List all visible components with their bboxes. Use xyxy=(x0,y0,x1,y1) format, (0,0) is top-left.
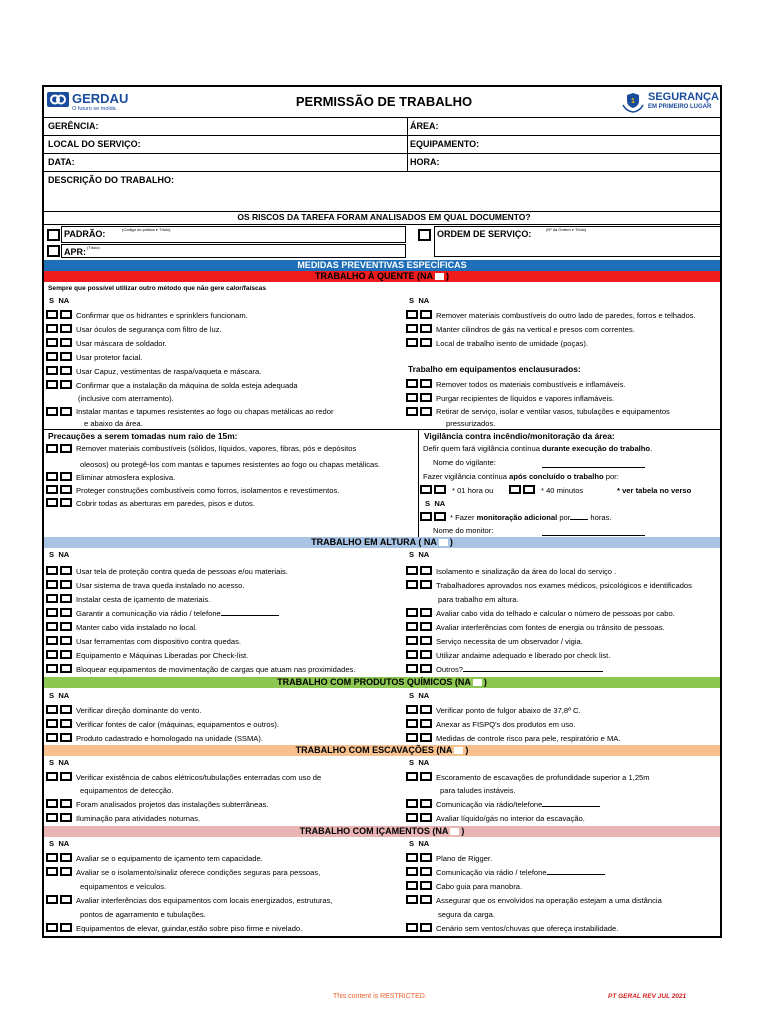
checkbox-pair[interactable] xyxy=(406,799,435,809)
safety-badge xyxy=(620,89,720,115)
altura-right-item xyxy=(436,665,603,674)
quente-left-item: Usar protetor facial. xyxy=(76,353,143,362)
sna-qm-right xyxy=(409,691,429,700)
precaucoes-item: Eliminar atmosfera explosiva. xyxy=(76,473,176,482)
altura-right-item: Isolamento e sinalização da área do local do serviço . xyxy=(436,567,617,576)
quente-left-item: Instalar mantas e tapumes resistentes ao fogo ou chapas metálicas ao redor xyxy=(76,407,334,416)
checkbox-pair[interactable] xyxy=(46,380,75,390)
checkbox-pair[interactable] xyxy=(406,664,435,674)
checkbox-pair[interactable] xyxy=(46,338,75,348)
icamentos-left-item: pontos de agarramento e tubulações. xyxy=(80,910,206,919)
opt-40-min: * 40 minutos xyxy=(541,486,584,495)
vig1-b: durante execução do trabalho xyxy=(542,444,651,453)
altura-outros-text: Outros? xyxy=(436,665,464,674)
apr-checkbox[interactable] xyxy=(47,245,60,257)
altura-left-item: Instalar cesta de içamento de materiais. xyxy=(76,595,211,604)
escavacoes-right-item: para taludes instáveis. xyxy=(440,786,516,795)
band-quimicos-text: TRABALHO COM PRODUTOS QUÍMICOS (NA xyxy=(277,677,471,687)
form-title: PERMISSÃO DE TRABALHO xyxy=(295,94,473,109)
enclausurados-item: Remover todos os materiais combustíveis e inflamáveis. xyxy=(436,380,626,389)
hora-label: HORA: xyxy=(410,157,440,167)
icamentos-radio-text: Comunicação via rádio / telefone xyxy=(436,868,547,877)
checkbox-pair[interactable] xyxy=(420,512,449,522)
checkbox-pair[interactable] xyxy=(46,622,75,632)
sna-na: NA xyxy=(58,691,70,700)
checkbox-pair[interactable] xyxy=(46,650,75,660)
quimicos-right-item: Medidas de controle risco para pele, respiratório e MA. xyxy=(436,734,621,743)
checkbox-pair[interactable] xyxy=(406,310,435,320)
equipamento-label: EQUIPAMENTO: xyxy=(410,139,480,149)
quente-left-item: Confirmar que a instalação da máquina de solda esteja adequada xyxy=(76,381,298,390)
sna-e-right xyxy=(409,758,429,767)
quente-left-item: Confirmar que os hidrantes e sprinklers funcionam. xyxy=(76,311,248,320)
checkbox-pair[interactable] xyxy=(46,472,75,482)
checkbox-pair[interactable] xyxy=(406,580,435,590)
band-icamentos xyxy=(44,826,720,837)
checkbox-pair[interactable] xyxy=(46,813,75,823)
band-icamentos-na-box[interactable] xyxy=(450,828,459,835)
checkbox-pair[interactable] xyxy=(46,407,75,417)
vig1-a: Defir quem fará vigilância contínua xyxy=(423,444,543,453)
checkbox-pair[interactable] xyxy=(46,895,75,905)
apr-label: APR: xyxy=(64,247,86,257)
precaucoes-item: oleosos) ou protegê-los com mantas e tapumes resistentes ao fogo ou chapas metálicas. xyxy=(80,460,381,469)
icamentos-right-item xyxy=(436,868,605,877)
quente-right-item: Local de trabalho isento de umidade (poças). xyxy=(436,339,588,348)
shield-icon xyxy=(620,91,646,113)
nome-vigilante-line[interactable] xyxy=(542,467,645,468)
band-altura xyxy=(44,537,720,548)
altura-left-item xyxy=(76,609,279,618)
altura-right-item: para trabalho em altura. xyxy=(438,595,519,604)
icamentos-radio-line[interactable] xyxy=(547,874,605,875)
precaucoes-item: Cobrir todas as aberturas em paredes, pisos e dutos. xyxy=(76,499,255,508)
adic-d: horas. xyxy=(588,513,612,522)
precaucoes-item: Proteger construções combustíveis como forros, isolamentos e revestimentos. xyxy=(76,486,340,495)
band-altura-na-box[interactable] xyxy=(439,539,448,546)
band-quente xyxy=(44,271,720,282)
quente-right-item: Manter cilindros de gás na vertical e presos com correntes. xyxy=(436,325,635,334)
checkbox-pair[interactable] xyxy=(46,580,75,590)
sna-s: S xyxy=(409,550,415,559)
band-escavacoes-text: TRABALHO COM ESCAVAÇÕES (NA xyxy=(295,745,453,755)
checkbox-pair[interactable] xyxy=(46,485,75,495)
checkbox-pair[interactable] xyxy=(46,853,75,863)
icamentos-right-item: Assegurar que os envolvidos na operação estejam a uma distância xyxy=(436,896,662,905)
permit-form xyxy=(42,85,722,938)
band-close: ) xyxy=(465,745,469,755)
altura-radio-line[interactable] xyxy=(221,615,279,616)
altura-left-item: Usar tela de proteção contra queda de pessoas e/ou materiais. xyxy=(76,567,288,576)
ordem-checkbox[interactable] xyxy=(418,229,431,241)
sna-na: NA xyxy=(418,839,430,848)
badge-line1: SEGURANÇA xyxy=(648,91,719,103)
sna-na: NA xyxy=(418,550,430,559)
enclausurados-item: Purgar recipientes de líquidos e vapores inflamáveis. xyxy=(436,394,615,403)
quente-intro: Sempre que possível utilizar outro método que não gere calor/faíscas xyxy=(48,285,267,292)
vig1-c: . xyxy=(650,444,653,453)
checkbox-pair[interactable] xyxy=(406,338,435,348)
checkbox-pair[interactable] xyxy=(406,895,435,905)
checkbox-pair[interactable] xyxy=(46,594,75,604)
checkbox-pair[interactable] xyxy=(46,733,75,743)
altura-right-item: Trabalhadores aprovados nos exames médicos, psicológicos e identificados xyxy=(436,581,692,590)
quimicos-right-item: Verificar ponto de fulgor abaixo de 37,8º C. xyxy=(436,706,581,715)
altura-left-item: Equipamento e Máquinas Liberadas por Check-list. xyxy=(76,651,249,660)
altura-left-item: Usar ferramentas com dispositivo contra quedas. xyxy=(76,637,242,646)
nome-vigilante-text: Nome do vigilante: xyxy=(433,458,496,467)
sna-s: S xyxy=(409,758,415,767)
apr-hint: (Título) xyxy=(87,245,100,250)
monitoracao-adicional xyxy=(450,513,612,522)
checkbox-pair[interactable] xyxy=(406,650,435,660)
padrao-label: PADRÃO: xyxy=(64,229,106,239)
sna-s: S xyxy=(49,296,55,305)
band-close: ) xyxy=(461,826,465,836)
altura-left-item: Manter cabo vida instalado no local. xyxy=(76,623,198,632)
ordem-hint: (Nº da Ordem e Título) xyxy=(546,227,587,232)
quente-left-item: Usar óculos de segurança com filtro de luz. xyxy=(76,325,222,334)
altura-outros-line[interactable] xyxy=(463,671,603,672)
descricao-label: DESCRIÇÃO DO TRABALHO: xyxy=(48,175,174,185)
icamentos-left-item: Avaliar se o isolamento/sinaliz oferece condições seguras para pessoas, xyxy=(76,868,321,877)
vig2-c: por: xyxy=(603,472,619,481)
icamentos-left-item: Avaliar se o equipamento de içamento tem capacidade. xyxy=(76,854,263,863)
checkbox-pair[interactable] xyxy=(406,719,435,729)
checkbox-pair[interactable] xyxy=(406,853,435,863)
escavacoes-left-item: Verificar existência de cabos elétricos/tubulações enterradas com uso de xyxy=(76,773,322,782)
sna-s: S xyxy=(409,691,415,700)
sna-na: NA xyxy=(58,296,70,305)
sna-s: S xyxy=(409,839,415,848)
sna-q-left xyxy=(49,296,69,305)
band-quente-na-box[interactable] xyxy=(435,273,444,280)
badge-line2: EM PRIMEIRO LUGAR xyxy=(648,104,712,110)
altura-right-item: Avaliar cabo vida do telhado e calcular o número de pessoas por cabo. xyxy=(436,609,675,618)
band-medidas xyxy=(44,260,720,271)
altura-left-item: Bloquear equipamentos de movimentação de cargas que atuam nas proximidades. xyxy=(76,665,356,674)
checkbox-pair[interactable] xyxy=(46,923,75,933)
sna-vig xyxy=(425,499,445,508)
vig2-a: Fazer vigilância contínua xyxy=(423,472,510,481)
vigilancia-title: Vigilância contra incêndio/monitoração da área: xyxy=(424,431,615,441)
sna-s: S xyxy=(425,499,431,508)
checkbox-pair[interactable] xyxy=(406,923,435,933)
icamentos-right-item: Cabo guia para manobra. xyxy=(436,882,523,891)
sna-na: NA xyxy=(418,296,430,305)
band-quente-text: TRABALHO À QUENTE (NA xyxy=(315,271,433,281)
checkbox-pair[interactable] xyxy=(406,813,435,823)
nome-monitor-label: Nome do monitor: xyxy=(433,526,494,535)
revision-note: PT GERAL REV JUL 2021 xyxy=(608,993,687,1000)
sna-na: NA xyxy=(418,691,430,700)
opt-tabela: * ver tabela no verso xyxy=(617,486,692,495)
icamentos-left-item: equipamentos e veículos. xyxy=(80,882,167,891)
checkbox-pair[interactable] xyxy=(46,705,75,715)
quimicos-left-item: Verificar direção dominante do vento. xyxy=(76,706,202,715)
checkbox-pair[interactable] xyxy=(420,485,449,495)
svg-text:1: 1 xyxy=(631,98,635,105)
band-escavacoes-na-box[interactable] xyxy=(454,747,463,754)
escavacoes-radio-line[interactable] xyxy=(542,806,600,807)
sna-a-right xyxy=(409,550,429,559)
sna-i-left xyxy=(49,839,69,848)
checkbox-pair[interactable] xyxy=(406,393,435,403)
vigilancia-line1 xyxy=(423,444,652,453)
enclausurados-item: pressurizados. xyxy=(446,419,496,428)
checkbox-pair[interactable] xyxy=(406,407,435,417)
band-altura-text: TRABALHO EM ALTURA ( NA xyxy=(311,537,437,547)
sna-s: S xyxy=(49,550,55,559)
escavacoes-right-item xyxy=(436,800,600,809)
gerdau-logo-tagline: O futuro se molda xyxy=(72,106,116,112)
sna-na: NA xyxy=(434,499,446,508)
quente-right-item: Remover materiais combustíveis do outro lado de paredes, forros e telhados. xyxy=(436,311,696,320)
area-label: ÁREA: xyxy=(410,121,439,131)
icamentos-right-item: Plano de Rigger. xyxy=(436,854,493,863)
altura-right-item: Utilizar andaime adequado e liberado por check list. xyxy=(436,651,611,660)
ordem-label: ORDEM DE SERVIÇO: xyxy=(437,229,532,239)
checkbox-pair[interactable] xyxy=(406,772,435,782)
checkbox-pair[interactable] xyxy=(406,622,435,632)
checkbox-pair[interactable] xyxy=(46,324,75,334)
sna-qm-left xyxy=(49,691,69,700)
sna-na: NA xyxy=(58,839,70,848)
nome-vigilante-label xyxy=(433,458,496,467)
gerencia-label: GERÊNCIA: xyxy=(48,121,99,131)
sna-na: NA xyxy=(58,758,70,767)
vig2-b: após concluído o trabalho xyxy=(509,472,604,481)
escavacoes-left-item: Foram analisados projetos das instalações subterrâneas. xyxy=(76,800,269,809)
band-escavacoes xyxy=(44,745,720,756)
checkbox-pair[interactable] xyxy=(46,352,75,362)
quimicos-right-item: Anexar as FISPQ's dos produtos em uso. xyxy=(436,720,576,729)
sna-a-left xyxy=(49,550,69,559)
escavacoes-left-item: equipamentos de detecção. xyxy=(80,786,174,795)
sna-i-right xyxy=(409,839,429,848)
altura-right-item: Serviço necessita de um observador / vigia. xyxy=(436,637,583,646)
checkbox-pair[interactable] xyxy=(46,608,75,618)
icamentos-right-item: segura da carga. xyxy=(438,910,495,919)
checkbox-pair[interactable] xyxy=(46,636,75,646)
checkbox-pair[interactable] xyxy=(406,379,435,389)
enclausurados-title: Trabalho em equipamentos enclausurados: xyxy=(408,364,581,374)
band-close: ) xyxy=(449,537,453,547)
quimicos-left-item: Produto cadastrado e homologado na unidade (SSMA). xyxy=(76,734,264,743)
checkbox-pair[interactable] xyxy=(46,772,75,782)
checkbox-pair[interactable] xyxy=(406,733,435,743)
checkbox-pair[interactable] xyxy=(46,664,75,674)
vigilancia-line2 xyxy=(423,472,619,481)
escavacoes-right-item: Avaliar líquido/gás no interior da escavação. xyxy=(436,814,585,823)
sna-s: S xyxy=(49,691,55,700)
altura-right-item: Avaliar interferências com fontes de energia ou trânsito de pessoas. xyxy=(436,623,665,632)
checkbox-pair[interactable] xyxy=(46,310,75,320)
quente-left-item: e abaixo da área. xyxy=(84,419,143,428)
checkbox-pair[interactable] xyxy=(46,366,75,376)
sna-s: S xyxy=(49,839,55,848)
padrao-checkbox[interactable] xyxy=(47,229,60,241)
checkbox-pair[interactable] xyxy=(406,636,435,646)
padrao-hint: (Código do prática e Título) xyxy=(122,227,171,232)
checkbox-pair[interactable] xyxy=(46,498,75,508)
sna-na: NA xyxy=(58,550,70,559)
escavacoes-left-item: Iluminação para atividades noturnas. xyxy=(76,814,201,823)
altura-radio-text: Garantir a comunicação via rádio / telefone xyxy=(76,609,221,618)
checkbox-pair[interactable] xyxy=(46,799,75,809)
sna-e-left xyxy=(49,758,69,767)
data-label: DATA: xyxy=(48,157,75,167)
quente-left-item: Usar máscara de soldador. xyxy=(76,339,167,348)
band-icamentos-text: TRABALHO COM IÇAMENTOS (NA xyxy=(299,826,449,836)
band-quimicos-na-box[interactable] xyxy=(473,679,482,686)
adic-a: * Fazer xyxy=(450,513,477,522)
opt-01-hora: * 01 hora ou xyxy=(452,486,494,495)
checkbox-pair[interactable] xyxy=(46,566,75,576)
checkbox-pair[interactable] xyxy=(406,881,435,891)
band-close: ) xyxy=(483,677,487,687)
analysis-question: OS RISCOS DA TAREFA FORAM ANALISADOS EM QUAL DOCUMENTO? xyxy=(237,212,531,222)
altura-left-item: Usar sistema de trava queda instalado no acesso. xyxy=(76,581,245,590)
checkbox-pair[interactable] xyxy=(406,566,435,576)
precaucoes-title: Precauções a serem tomadas num raio de 15m: xyxy=(48,431,238,441)
quimicos-left-item: Verificar fontes de calor (máquinas, equipamentos e outros). xyxy=(76,720,280,729)
checkbox-pair[interactable] xyxy=(46,867,75,877)
band-quimicos xyxy=(44,677,720,688)
gerdau-logo-name: GERDAU xyxy=(72,91,129,106)
checkbox-pair[interactable] xyxy=(509,485,538,495)
quente-left-item: Usar Capuz, vestimentas de raspa/vaqueta e máscara. xyxy=(76,367,262,376)
checkbox-pair[interactable] xyxy=(46,444,75,454)
band-close: ) xyxy=(446,271,449,281)
icamentos-left-item: Equipamentos de elevar, guindar,estão sobre piso firme e nivelado. xyxy=(76,924,303,933)
escavacoes-right-item: Escoramento de escavações de profundidade superior a 1,25m xyxy=(436,773,650,782)
restricted-notice: This content is RESTRICTED. xyxy=(333,993,427,1000)
sna-s: S xyxy=(49,758,55,767)
adic-c: por xyxy=(557,513,571,522)
checkbox-pair[interactable] xyxy=(406,324,435,334)
precaucoes-item: Remover materiais combustíveis (sólidos, líquidos, vapores, fibras, pós e depósitos xyxy=(76,444,357,453)
checkbox-pair[interactable] xyxy=(406,705,435,715)
sna-q-right xyxy=(409,296,429,305)
local-label: LOCAL DO SERVIÇO: xyxy=(48,139,141,149)
adic-hours-line[interactable] xyxy=(570,519,588,520)
adic-b: monitoração adicional xyxy=(476,513,558,522)
sna-na: NA xyxy=(418,758,430,767)
enclausurados-item: Retirar de serviço, isolar e ventilar vasos, tubulações e equipamentos xyxy=(436,407,670,416)
icamentos-right-item: Cenário sem ventos/chuvas que ofereça instabilidade. xyxy=(436,924,619,933)
nome-monitor-line[interactable] xyxy=(542,535,645,536)
checkbox-pair[interactable] xyxy=(406,867,435,877)
escavacoes-radio-text: Comunicação via rádio/telefone xyxy=(436,800,543,809)
checkbox-pair[interactable] xyxy=(406,608,435,618)
quente-left-item: (inclusive com aterramento). xyxy=(78,394,174,403)
band-medidas-text: MEDIDAS PREVENTIVAS ESPECÍFICAS xyxy=(297,260,467,270)
icamentos-left-item: Avaliar interferências dos equipamentos com locais energizados, estruturas, xyxy=(76,896,333,905)
sna-s: S xyxy=(409,296,415,305)
checkbox-pair[interactable] xyxy=(46,719,75,729)
